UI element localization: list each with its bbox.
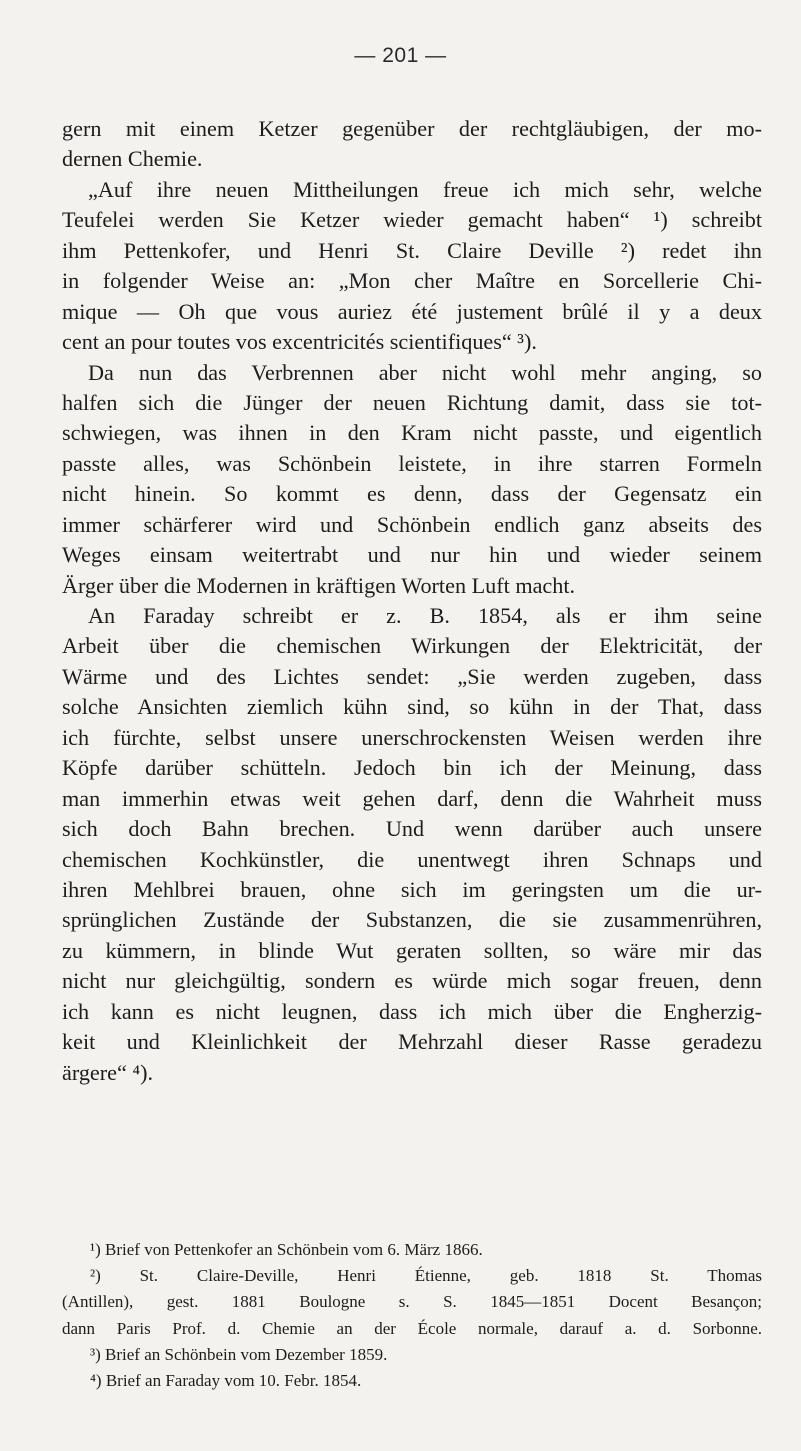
footnote-line: (Antillen), gest. 1881 Boulogne s. S. 1845—1851 Docent Besançon;	[62, 1292, 762, 1312]
text-line: passte alles, was Schönbein leistete, in ihre starren Formeln	[62, 450, 762, 476]
text-line: An Faraday schreibt er z. B. 1854, als er ihm seine	[88, 603, 762, 628]
text-line: Ärger über die Modernen in kräftigen Worten Luft macht.	[62, 572, 576, 598]
text-line: sich doch Bahn brechen. Und wenn darüber auch unsere	[62, 816, 762, 842]
footnote-line: ²) St. Claire-Deville, Henri Étienne, geb. 1818 St. Thomas	[90, 1266, 762, 1286]
text-line: „Auf ihre neuen Mittheilungen freue ich mich sehr, welche	[88, 176, 762, 202]
text-line: zu kümmern, in blinde Wut geraten sollten, so wäre mir das	[62, 937, 762, 963]
text-line: ihm Pettenkofer, und Henri St. Claire Deville ²) redet ihn	[62, 237, 762, 263]
text-line: Arbeit über die chemischen Wirkungen der Elektricität, der	[62, 633, 762, 659]
footnote-line: ³) Brief an Schönbein vom Dezember 1859.	[90, 1344, 388, 1364]
text-line: chemischen Kochkünstler, die unentwegt ihren Schnaps und	[62, 846, 762, 872]
footnote-line: ⁴) Brief an Faraday vom 10. Febr. 1854.	[90, 1370, 362, 1390]
text-line: ärgere“ ⁴).	[62, 1059, 154, 1085]
text-line: sprünglichen Zustände der Substanzen, die sie zusammenrühren,	[62, 907, 762, 933]
text-line: cent an pour toutes vos excentricités scientifiques“ ³).	[62, 329, 537, 355]
text-line: schwiegen, was ihnen in den Kram nicht passte, und eigentlich	[62, 420, 762, 446]
text-line: Weges einsam weitertrabt und nur hin und wieder seinem	[62, 542, 762, 568]
text-line: ich fürchte, selbst unsere unerschrockensten Weisen werden ihre	[62, 724, 762, 750]
text-line: nicht nur gleichgültig, sondern es würde mich sogar freuen, denn	[62, 968, 762, 994]
text-line: ich kann es nicht leugnen, dass ich mich über die Engherzig-	[62, 998, 762, 1024]
text-line: nicht hinein. So kommt es denn, dass der Gegensatz ein	[62, 481, 762, 507]
text-line: keit und Kleinlichkeit der Mehrzahl dieser Rasse geradezu	[62, 1029, 762, 1055]
text-line: man immerhin etwas weit gehen darf, denn die Wahrheit muss	[62, 785, 762, 811]
footnotes	[62, 1237, 762, 1394]
text-line: Köpfe darüber schütteln. Jedoch bin ich der Meinung, dass	[62, 755, 762, 781]
footnote-line: ¹) Brief von Pettenkofer an Schönbein vom 6. März 1866.	[90, 1240, 483, 1259]
text-line: gern mit einem Ketzer gegenüber der rechtgläubigen, der mo-	[62, 116, 762, 141]
text-line: solche Ansichten ziemlich kühn sind, so kühn in der That, dass	[62, 694, 762, 720]
text-line: Teufelei werden Sie Ketzer wieder gemacht haben“ ¹) schreibt	[62, 207, 762, 233]
text-line: dernen Chemie.	[62, 146, 203, 172]
text-line: Wärme und des Lichtes sendet: „Sie werden zugeben, dass	[62, 663, 762, 689]
text-line: halfen sich die Jünger der neuen Richtung damit, dass sie tot-	[62, 389, 762, 415]
page-number: — 201 —	[354, 44, 447, 67]
text-line: Da nun das Verbrennen aber nicht wohl mehr anging, so	[88, 359, 762, 385]
text-line: mique — Oh que vous auriez été justement brûlé il y a deux	[62, 298, 762, 324]
text-line: immer schärferer wird und Schönbein endlich ganz abseits des	[62, 511, 762, 537]
footnote-line: dann Paris Prof. d. Chemie an der École normale, darauf a. d. Sorbonne.	[62, 1318, 762, 1338]
text-line: in folgender Weise an: „Mon cher Maître en Sorcellerie Chi-	[62, 268, 762, 294]
text-line: ihren Mehlbrei brauen, ohne sich im geringsten um die ur-	[62, 876, 762, 902]
main-text	[62, 114, 762, 1088]
